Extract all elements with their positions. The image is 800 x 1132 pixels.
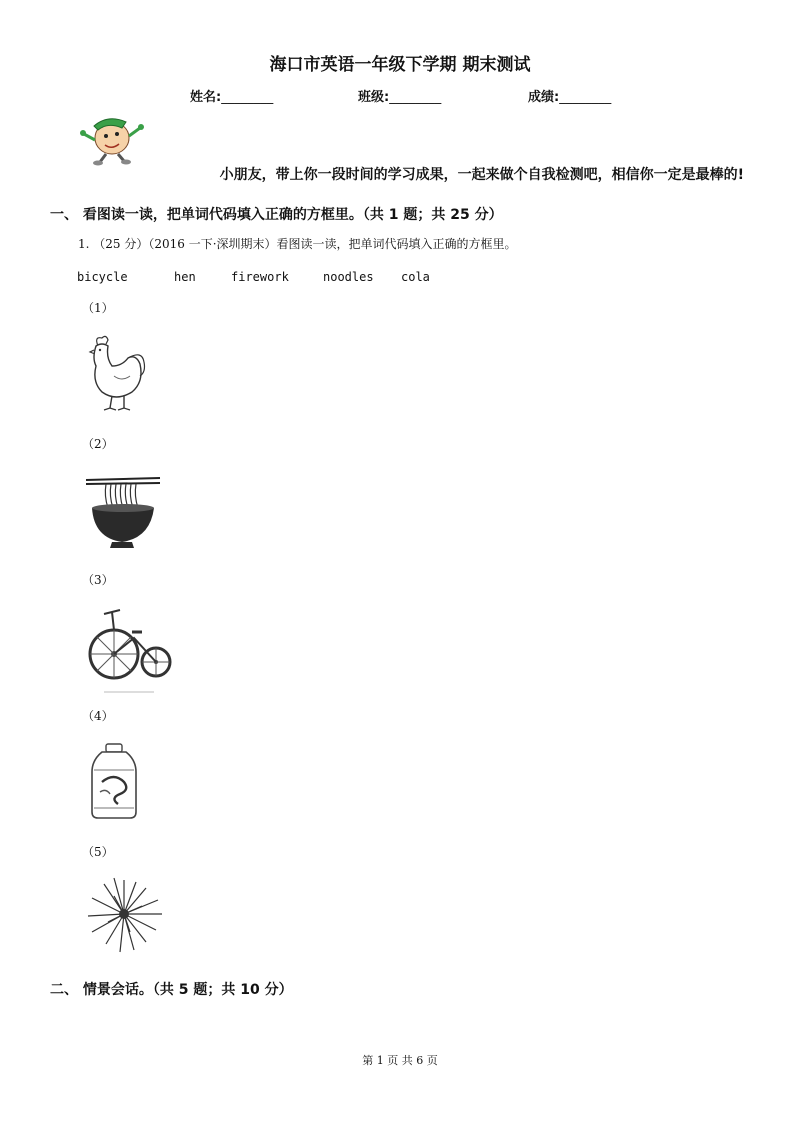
score-field	[528, 86, 611, 105]
noodles-icon	[84, 472, 162, 554]
page-title: 海口市英语一年级下学期 期末测试	[269, 55, 531, 75]
item-2-number: （2）	[82, 437, 114, 451]
section-2-heading: 二、 情景会话。（共 5 题；共 10 分）	[50, 982, 293, 998]
score-blank: ________	[559, 90, 612, 105]
class-field	[358, 86, 441, 105]
section-1-heading: 一、 看图读一读，把单词代码填入正确的方框里。（共 1 题；共 25 分）	[50, 207, 503, 223]
word-cola: cola	[401, 270, 430, 284]
item-1-number: （1）	[82, 301, 114, 315]
mascot-icon	[78, 114, 146, 166]
name-blank: ________	[221, 90, 274, 105]
cola-jar-icon	[84, 742, 144, 822]
score-label: 成绩:	[528, 90, 560, 105]
intro-text: 小朋友，带上你一段时间的学习成果，一起来做个自我检测吧，相信你一定是最棒的!	[219, 167, 744, 183]
class-blank: ________	[389, 90, 442, 105]
question-1: 1. （25 分）（2016 一下·深圳期末）看图读一读，把单词代码填入正确的方框里。	[78, 237, 517, 251]
page-footer: 第 1 页 共 6 页	[362, 1054, 438, 1067]
item-3-number: （3）	[82, 573, 114, 587]
word-firework: firework	[231, 270, 289, 284]
name-label: 姓名:	[190, 90, 222, 105]
hen-icon	[84, 332, 150, 414]
class-label: 班级:	[358, 90, 390, 105]
word-bicycle: bicycle	[77, 270, 128, 284]
name-field	[190, 86, 273, 105]
item-4-number: （4）	[82, 709, 114, 723]
firework-icon	[84, 876, 164, 954]
word-bank	[77, 270, 430, 284]
word-noodles: noodles	[323, 270, 374, 284]
bicycle-icon	[84, 606, 174, 694]
word-hen: hen	[174, 270, 196, 284]
item-5-number: （5）	[82, 845, 114, 859]
